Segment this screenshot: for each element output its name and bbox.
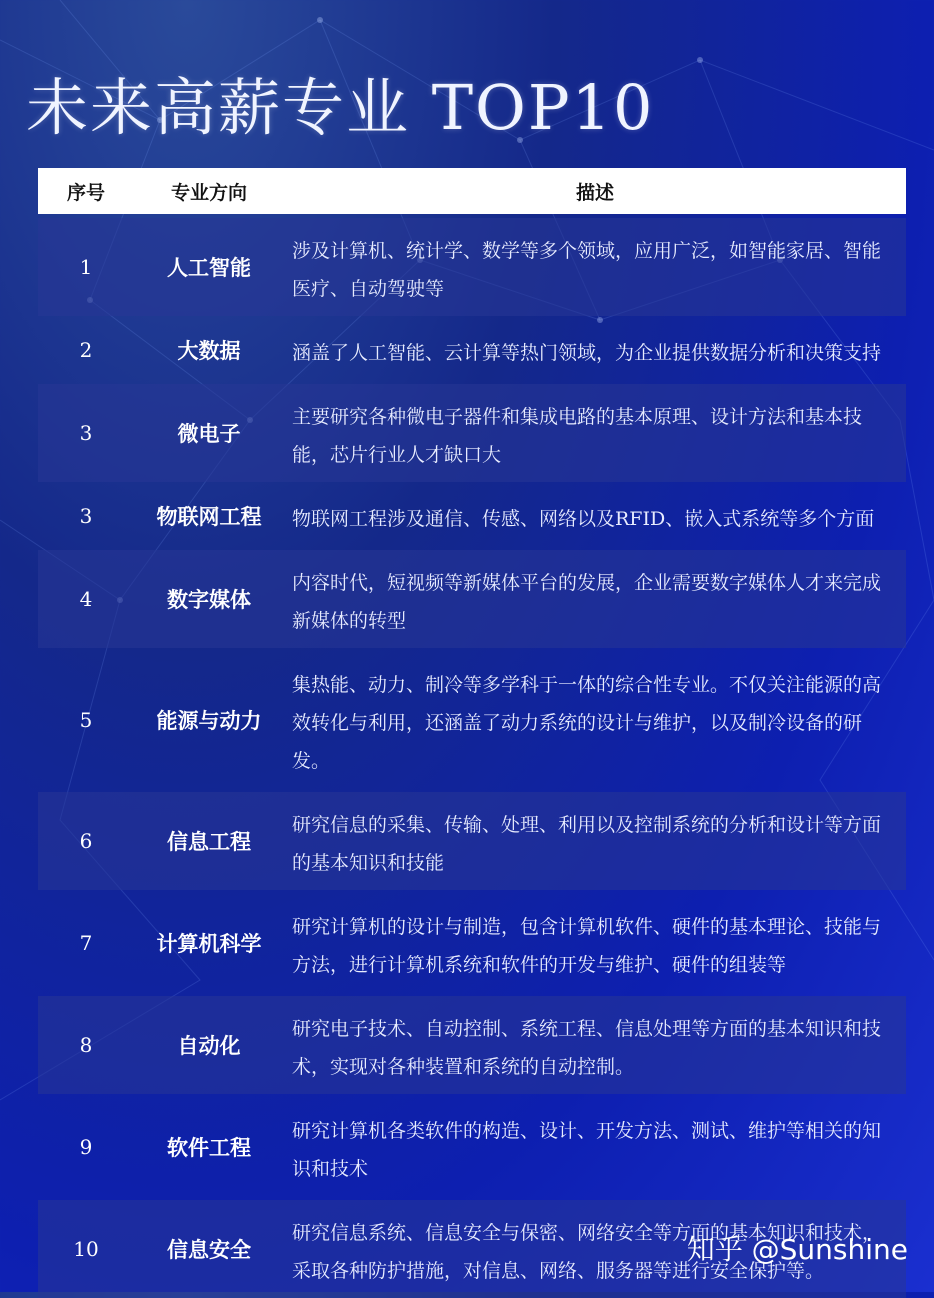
row-major: 物联网工程 xyxy=(156,504,262,529)
row-description: 主要研究各种微电子器件和集成电路的基本原理、设计方法和基本技能，芯片行业人才缺口大 xyxy=(292,406,863,466)
row-number: 10 xyxy=(73,1237,99,1261)
table-row xyxy=(38,792,906,890)
row-description: 内容时代，短视频等新媒体平台的发展，企业需要数字媒体人才来完成新媒体的转型 xyxy=(292,572,882,632)
table-row xyxy=(38,996,906,1094)
header-description: 描述 xyxy=(575,181,614,204)
row-major: 能源与动力 xyxy=(156,708,262,733)
watermark: 知乎 @Sunshine xyxy=(686,1233,908,1266)
row-number: 2 xyxy=(79,338,93,362)
row-number: 4 xyxy=(79,587,93,611)
row-major: 大数据 xyxy=(177,338,241,363)
table-row xyxy=(38,320,906,380)
row-major: 人工智能 xyxy=(167,255,251,280)
row-description: 涉及计算机、统计学、数学等多个领域，应用广泛，如智能家居、智能医疗、自动驾驶等 xyxy=(292,240,882,300)
table-header xyxy=(38,168,906,214)
table-row xyxy=(38,384,906,482)
row-major: 微电子 xyxy=(177,421,241,446)
row-number: 1 xyxy=(79,255,93,279)
row-description: 研究计算机的设计与制造，包含计算机软件、硬件的基本理论、技能与方法，进行计算机系统和软件的开发与维护、硬件的组装等 xyxy=(292,916,882,976)
row-number: 8 xyxy=(79,1033,93,1057)
table-row xyxy=(38,486,906,546)
page-title: 未来高薪专业 TOP10 xyxy=(26,71,655,144)
row-description: 研究电子技术、自动控制、系统工程、信息处理等方面的基本知识和技术，实现对各种装置和系统的自动控制。 xyxy=(292,1018,882,1078)
row-description: 集热能、动力、制冷等多学科于一体的综合性专业。不仅关注能源的高效转化与利用，还涵盖了动力系统的设计与维护，以及制冷设备的研发。 xyxy=(292,674,882,772)
row-description: 研究信息的采集、传输、处理、利用以及控制系统的分析和设计等方面的基本知识和技能 xyxy=(292,814,882,874)
majors-table xyxy=(38,168,906,1298)
row-number: 5 xyxy=(79,708,93,732)
table-row xyxy=(38,652,906,788)
table-row xyxy=(38,1098,906,1196)
row-description: 物联网工程涉及通信、传感、网络以及RFID、嵌入式系统等多个方面 xyxy=(292,508,875,530)
row-major: 计算机科学 xyxy=(156,931,262,956)
table-row xyxy=(38,894,906,992)
row-major: 软件工程 xyxy=(167,1135,251,1160)
header-major: 专业方向 xyxy=(170,181,247,204)
row-description: 涵盖了人工智能、云计算等热门领域，为企业提供数据分析和决策支持 xyxy=(292,342,882,364)
row-major: 信息安全 xyxy=(167,1237,251,1262)
row-description: 研究信息系统、信息安全与保密、网络安全等方面的基本知识和技术，采取各种防护措施，对信息、网络、服务器等进行安全保护等。 xyxy=(292,1222,882,1282)
header-number: 序号 xyxy=(66,181,105,204)
row-major: 自动化 xyxy=(177,1033,241,1058)
table-row xyxy=(38,550,906,648)
row-number: 3 xyxy=(79,504,93,528)
row-number: 9 xyxy=(79,1135,93,1159)
row-major: 信息工程 xyxy=(167,829,251,854)
table-row xyxy=(38,218,906,316)
row-major: 数字媒体 xyxy=(167,587,251,612)
row-description: 研究计算机各类软件的构造、设计、开发方法、测试、维护等相关的知识和技术 xyxy=(292,1120,882,1180)
row-number: 7 xyxy=(79,931,93,955)
row-number: 6 xyxy=(79,829,93,853)
row-number: 3 xyxy=(79,421,93,445)
